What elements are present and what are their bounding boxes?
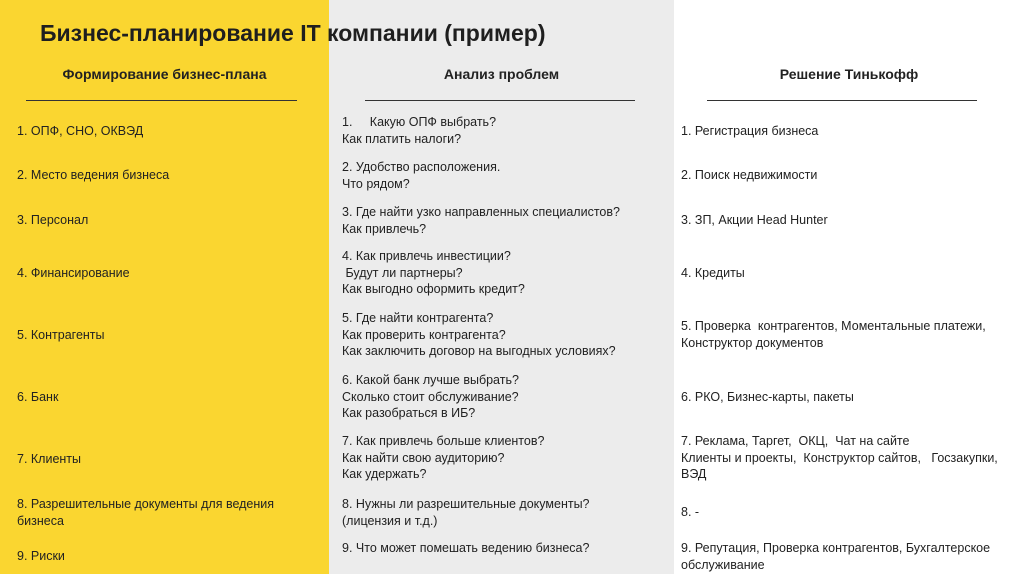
plan-cell: 9. Риски	[17, 549, 65, 563]
plan-cell: 8. Разрешительные документы для ведения бизнеса	[17, 497, 275, 528]
problem-cell: 2. Удобство расположения. Что рядом?	[342, 160, 501, 191]
problem-cell: 8. Нужны ли разрешительные документы? (лицензия и т.д.)	[342, 497, 590, 528]
solution-cell: 9. Репутация, Проверка контрагентов, Бухгалтерское обслуживание	[681, 541, 991, 572]
solution-cell: 2. Поиск недвижимости	[681, 168, 818, 182]
plan-cell: 6. Банк	[17, 390, 59, 404]
plan-cell: 5. Контрагенты	[17, 328, 105, 342]
solution-cell: 7. Реклама, Таргет, ОКЦ, Чат на сайте Клиенты и проекты, Конструктор сайтов, Госзакупки, ВЭД	[681, 434, 998, 481]
problem-cell: 5. Где найти контрагента? Как проверить контрагента? Как заключить договор на выгодных условиях?	[342, 311, 616, 358]
problem-cell: 1. Какую ОПФ выбрать? Как платить налоги?	[342, 115, 497, 146]
solution-header-rule	[707, 100, 977, 101]
plan-header-rule	[26, 100, 297, 101]
solution-cell: 6. РКО, Бизнес-карты, пакеты	[681, 390, 854, 404]
problems-column-header: Анализ проблем	[443, 66, 560, 82]
plan-cell: 7. Клиенты	[17, 452, 82, 466]
solution-cell: 4. Кредиты	[681, 266, 745, 280]
plan-cell: 2. Место ведения бизнеса	[17, 168, 170, 182]
plan-cell: 3. Персонал	[17, 213, 89, 227]
problem-cell: 6. Какой банк лучше выбрать? Сколько стоит обслуживание? Как разобраться в ИБ?	[342, 373, 519, 420]
solution-column-header: Решение Тинькофф	[779, 66, 919, 82]
problem-cell: 3. Где найти узко направленных специалистов? Как привлечь?	[342, 205, 620, 236]
solution-cell: 1. Регистрация бизнеса	[681, 124, 819, 138]
problems-header-rule	[365, 100, 635, 101]
solution-column-background	[674, 0, 1024, 574]
solution-cell: 3. ЗП, Акции Head Hunter	[681, 213, 828, 227]
problem-cell: 9. Что может помешать ведению бизнеса?	[342, 541, 590, 555]
plan-cell: 1. ОПФ, СНО, ОКВЭД	[17, 124, 144, 138]
problem-cell: 4. Как привлечь инвестиции? Будут ли партнеры? Как выгодно оформить кредит?	[342, 249, 525, 296]
problem-cell: 7. Как привлечь больше клиентов? Как найти свою аудиторию? Как удержать?	[342, 434, 545, 481]
plan-cell: 4. Финансирование	[17, 266, 130, 280]
solution-cell: 8. -	[681, 505, 700, 519]
slide-title: Бизнес-планирование IT компании (пример)	[40, 20, 546, 46]
plan-column-header: Формирование бизнес-плана	[62, 66, 267, 82]
plan-column-background	[0, 0, 329, 574]
solution-cell: 5. Проверка контрагентов, Моментальные платежи, Конструктор документов	[681, 319, 986, 350]
